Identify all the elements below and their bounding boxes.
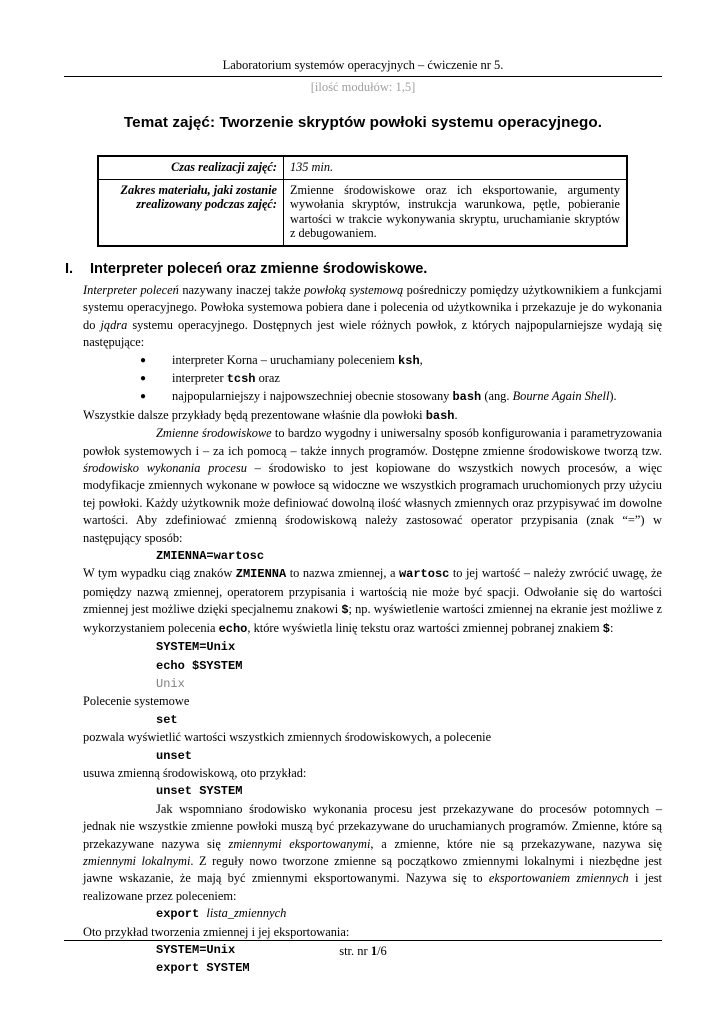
text-run: usuwa zmienną środowiskową, oto przykład: <box>83 765 307 780</box>
text-run: ksh <box>398 353 420 368</box>
paragraph <box>83 924 662 941</box>
text-run: Interpreter poleceń <box>83 282 179 297</box>
text-run: ZMIENNA <box>235 567 287 582</box>
text-run: nazywany inaczej także <box>178 282 305 297</box>
page-footer <box>64 940 662 959</box>
code-line <box>83 675 662 693</box>
page-number-total: /6 <box>377 944 387 958</box>
bullet-icon: ● <box>140 373 147 384</box>
text-run: środowisko wykonania procesu <box>83 461 247 476</box>
text-run: interpreter <box>172 371 227 385</box>
text-run: . Z reguły nowo tworzone zmienne są początkowo zmiennymi lokalnymi i niezbędne jest jawne wskazanie, że mają być zmiennymi eksportowanymi. Nazywa się to <box>83 853 662 886</box>
text-run: $ <box>602 621 610 636</box>
text-run: tcsh <box>226 372 256 386</box>
page-title: Temat zajęć: Tworzenie skryptów powłoki systemu operacyjnego. <box>123 114 603 131</box>
text-run: wartosc <box>398 567 450 582</box>
page-number-label <box>64 943 662 959</box>
bullet-icon: ● <box>140 354 147 366</box>
page-number-current: 1 <box>370 944 378 958</box>
page-number-prefix: str. nr <box>339 944 371 958</box>
table-row <box>98 156 627 179</box>
code-line <box>83 638 662 656</box>
text-run: systemu operacyjnego. Dostępnych jest wiele różnych powłok, z których najpopularniejsze wydają się następujące: <box>83 317 662 350</box>
section-title: Interpreter poleceń oraz zmienne środowiskowe. <box>90 260 428 277</box>
table-row <box>98 179 627 246</box>
list-item <box>83 352 662 370</box>
code-line <box>83 782 662 800</box>
paragraph <box>83 801 662 905</box>
info-table-body <box>98 156 627 246</box>
text-run: Polecenie systemowe <box>83 694 190 709</box>
text-run: to jej wartość – należy zwrócić uwagę, że pomiędzy nazwą zmiennej, operatorem przypisania i wartością nie może być spacji. Odwołanie się do wartości zmiennej jest możliwe dzięki specjalnemu znakowi <box>83 566 662 617</box>
paragraph <box>83 693 662 710</box>
bullet-icon: ● <box>140 391 147 403</box>
code-line <box>83 547 662 565</box>
code-line <box>83 657 662 675</box>
text-run: echo <box>218 621 248 636</box>
text-run: : <box>610 620 614 635</box>
table-row-value <box>284 179 628 246</box>
body-blocks <box>83 282 662 978</box>
text-run: najpopularniejszy i najpowszechniej obecnie stosowany <box>172 389 453 404</box>
text-run: unset SYSTEM <box>156 784 243 799</box>
text-run: 135 min. <box>290 160 334 174</box>
list-item <box>83 370 662 388</box>
paragraph <box>83 282 662 352</box>
text-run: . <box>454 407 458 422</box>
text-run: , a zmienne, które nie są przekazywane, nazywa się <box>370 836 663 851</box>
code-line <box>83 959 662 977</box>
text-run: zmiennymi eksportowanymi <box>228 836 371 851</box>
text-run: i jest realizowane przez poleceniem: <box>83 871 662 903</box>
paragraph <box>83 765 662 782</box>
text-run: , <box>419 352 423 367</box>
modules-note: [ilość modułów: 1,5] <box>310 80 416 94</box>
text-run: ). <box>609 389 617 404</box>
text-run: echo $SYSTEM <box>156 658 243 673</box>
text-run: – środowisko to jest kopiowane do wszystkich nowych procesów, a więc modyfikacje zmiennych wykonane w powłoce są widoczne we wszystkich programach uruchomionych przy użyciu tej powłoki. Każdy użytkownik może definiować dowolną ilość własnych zmiennych oraz przypisywać im dowolne wartości. Aby zdefiniować zmienną środowiskową należy zastosować operator przypisania (znak “=”) w następujący sposób: <box>83 461 662 545</box>
code-line <box>83 711 662 729</box>
section-heading <box>65 260 662 278</box>
text-run: powłoką systemową <box>304 282 404 297</box>
text-run: pośredniczy pomiędzy użytkownikiem a funkcjami systemu operacyjnego. Powłoka systemowa pobiera dane i polecenia od użytkownika i przekazuje je do wykonania do <box>83 282 662 332</box>
text-run: Unix <box>156 676 185 691</box>
text-run: zmiennymi lokalnymi <box>83 853 191 868</box>
list-item <box>83 388 662 406</box>
text-run: interpreter Korna – uruchamiany poleceniem <box>172 352 399 367</box>
text-run: W tym wypadku ciąg znaków <box>83 566 236 581</box>
paragraph <box>83 565 662 638</box>
text-run: , które wyświetla linię tekstu oraz wartości zmiennej pobranej znakiem <box>247 620 603 635</box>
table-row-value <box>284 156 628 179</box>
code-line <box>83 747 662 765</box>
table-row-label: Zakres materiału, jaki zostanie zrealizowany podczas zajęć: <box>98 179 284 246</box>
header-rule <box>64 76 662 77</box>
text-run: Oto przykład tworzenia zmiennej i jej eksportowania: <box>83 924 350 939</box>
text-run: Jak wspomniano środowisko wykonania procesu jest przekazywane do procesów potomnych – jednak nie wszystkie zmienne powłoki muszą być przekazywane do uruchamianych programów. Zmienne, które są przekazywane nazywa się <box>83 801 662 851</box>
text-run: bash <box>425 408 455 423</box>
text-run: Bourne Again Shell <box>512 389 610 404</box>
text-run: export SYSTEM <box>156 961 250 976</box>
table-row-label: Czas realizacji zajęć: <box>98 156 284 179</box>
paragraph <box>83 407 662 425</box>
text-run: ; np. wyświetlenie wartości zmiennej na ekranie jest możliwe z wykorzystaniem polecenia <box>83 602 662 635</box>
info-table <box>97 155 628 247</box>
text-run: Wszystkie dalsze przykłady będą prezentowane właśnie dla powłoki <box>83 407 426 422</box>
text-run: $ <box>341 603 349 618</box>
text-run: lista_zmiennych <box>206 906 287 921</box>
text-run: to bardzo wygodny i uniwersalny sposób konfigurowania i parametryzowania powłok systemowych i – za ich pomocą – także innych programów. Dostępne zmienne środowiskowe tworzą tzw. <box>83 426 662 458</box>
code-line <box>83 905 662 923</box>
paragraph <box>83 729 662 746</box>
text-run: set <box>156 712 178 727</box>
text-run: Zmienne środowiskowe <box>156 426 272 441</box>
text-run: SYSTEM=Unix <box>156 943 236 957</box>
text-run: unset <box>156 748 193 763</box>
text-run: bash <box>452 390 482 405</box>
paragraph <box>83 425 662 547</box>
text-run: pozwala wyświetlić wartości wszystkich zmiennych środowiskowych, a polecenie <box>83 730 492 745</box>
text-run: Zmienne środowiskowe oraz ich eksportowanie, argumenty wywołania skryptów, instrukcja warunkowa, pętle, pobieranie wartości w trakcie wykonywania skryptu, uruchamianie skryptów z debugowaniem. <box>290 182 620 241</box>
text-run: (ang. <box>481 389 513 404</box>
text-run: oraz <box>255 371 280 385</box>
footer-rule <box>64 940 662 941</box>
text-run: SYSTEM=Unix <box>156 640 236 655</box>
text-run: jądra <box>100 317 128 332</box>
section-number: I. <box>65 260 74 277</box>
text-run: to nazwa zmiennej, a <box>286 566 399 581</box>
text-run: export <box>156 907 207 922</box>
text-run: eksportowaniem zmiennych <box>488 871 629 886</box>
running-header: Laboratorium systemów operacyjnych – ćwiczenie nr 5. <box>222 58 504 72</box>
text-run: ZMIENNA=wartosc <box>156 549 265 564</box>
